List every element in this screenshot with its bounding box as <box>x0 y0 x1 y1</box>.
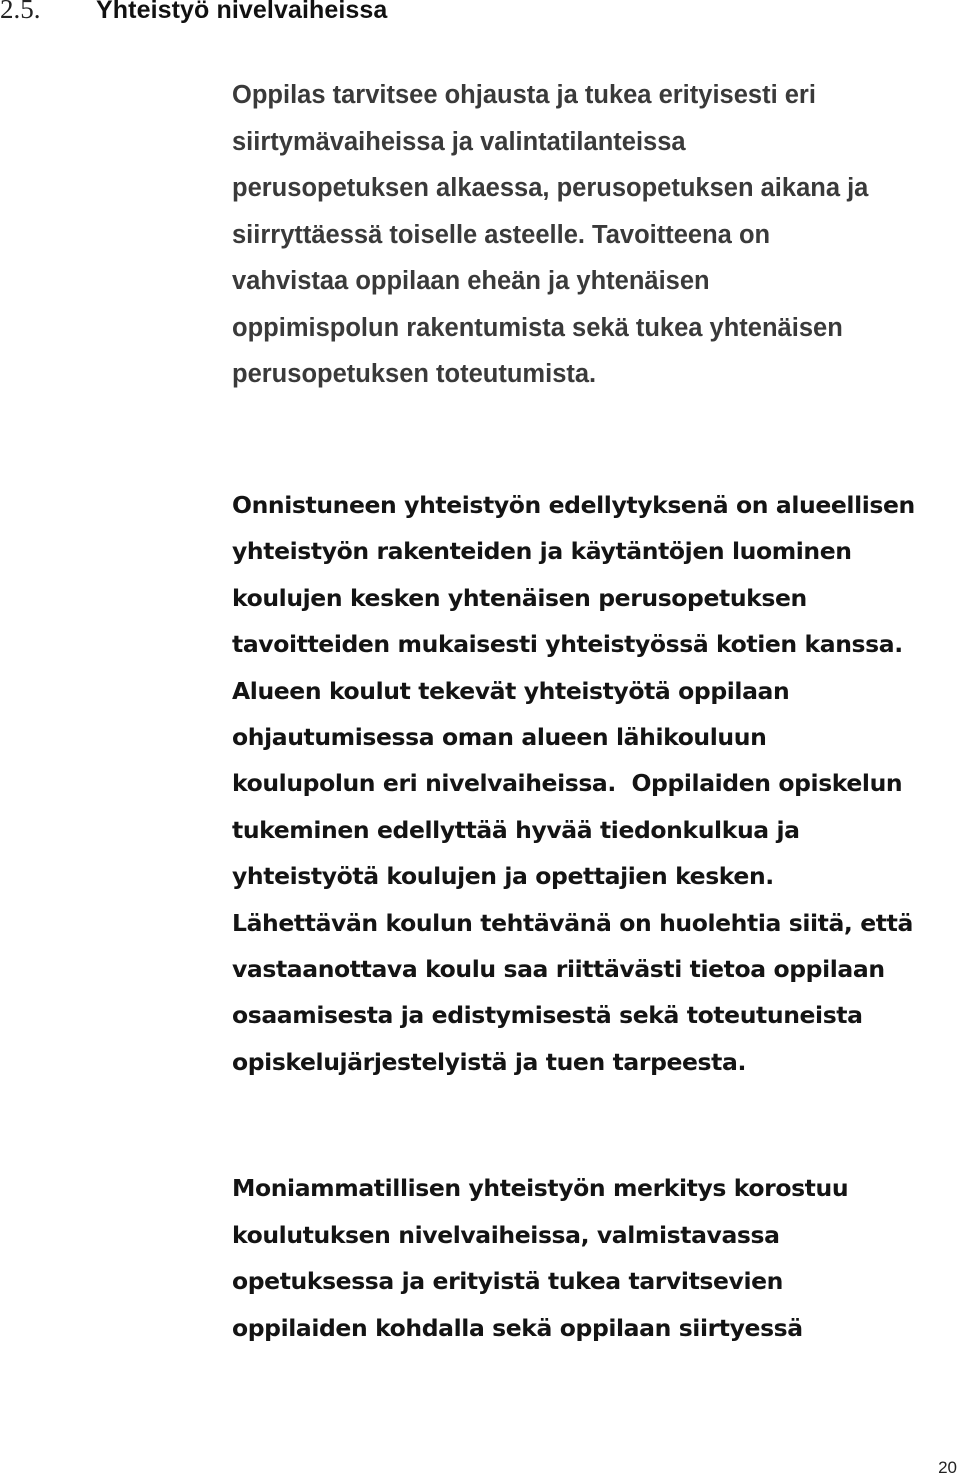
paragraph-line: yhteistyötä koulujen ja opettajien kesken. <box>232 862 774 891</box>
paragraph-line: Moniammatillisen yhteistyön merkitys korostuu <box>232 1174 849 1202</box>
paragraph-1 <box>232 72 868 398</box>
section-number: 2.5. <box>0 0 41 24</box>
paragraph-line: koulupolun eri nivelvaiheissa. Oppilaiden opiskelun <box>232 769 903 798</box>
paragraph-3 <box>232 1165 848 1351</box>
paragraph-line: perusopetuksen toteutumista. <box>232 360 597 388</box>
paragraph-line: tukeminen edellyttää hyvää tiedonkulkua ja <box>232 815 800 844</box>
paragraph-line: koulutuksen nivelvaiheissa, valmistavassa <box>232 1220 780 1249</box>
section-title: Yhteistyö nivelvaiheissa <box>96 0 388 24</box>
paragraph-line: yhteistyön rakenteiden ja käytäntöjen luominen <box>232 537 852 566</box>
paragraph-line: opetuksessa ja erityistä tukea tarvitsevien <box>232 1267 783 1295</box>
paragraph-line: Lähettävän koulun tehtävänä on huolehtia siitä, että <box>232 908 913 937</box>
paragraph-line: siirryttäessä toiselle asteelle. Tavoitteena on <box>232 220 771 249</box>
paragraph-line: perusopetuksen alkaessa, perusopetuksen aikana ja <box>232 174 869 202</box>
paragraph-2 <box>232 482 915 1085</box>
section-heading <box>0 0 387 34</box>
paragraph-line: opiskelujärjestelyistä ja tuen tarpeesta. <box>232 1047 746 1076</box>
paragraph-line: vahvistaa oppilaan eheän ja yhtenäisen <box>232 267 710 295</box>
paragraph-line: oppilaiden kohdalla sekä oppilaan siirtyessä <box>232 1313 803 1342</box>
page-number: 20 <box>938 1458 957 1477</box>
paragraph-line: koulujen kesken yhtenäisen perusopetuksen <box>232 583 807 612</box>
paragraph-line: oppimispolun rakentumista sekä tukea yhtenäisen <box>232 313 843 342</box>
paragraph-line: Oppilas tarvitsee ohjausta ja tukea erityisesti eri <box>232 81 816 109</box>
paragraph-line: siirtymävaiheissa ja valintatilanteissa <box>232 127 686 156</box>
paragraph-line: Onnistuneen yhteistyön edellytyksenä on alueellisen <box>232 491 915 519</box>
paragraph-line: Alueen koulut tekevät yhteistyötä oppilaan <box>232 676 790 705</box>
paragraph-line: vastaanottava koulu saa riittävästi tietoa oppilaan <box>232 955 885 984</box>
paragraph-line: osaamisesta ja edistymisestä sekä toteutuneista <box>232 1001 863 1030</box>
paragraph-line: ohjautumisessa oman alueen lähikouluun <box>232 723 767 752</box>
paragraph-line: tavoitteiden mukaisesti yhteistyössä kotien kanssa. <box>232 630 903 659</box>
